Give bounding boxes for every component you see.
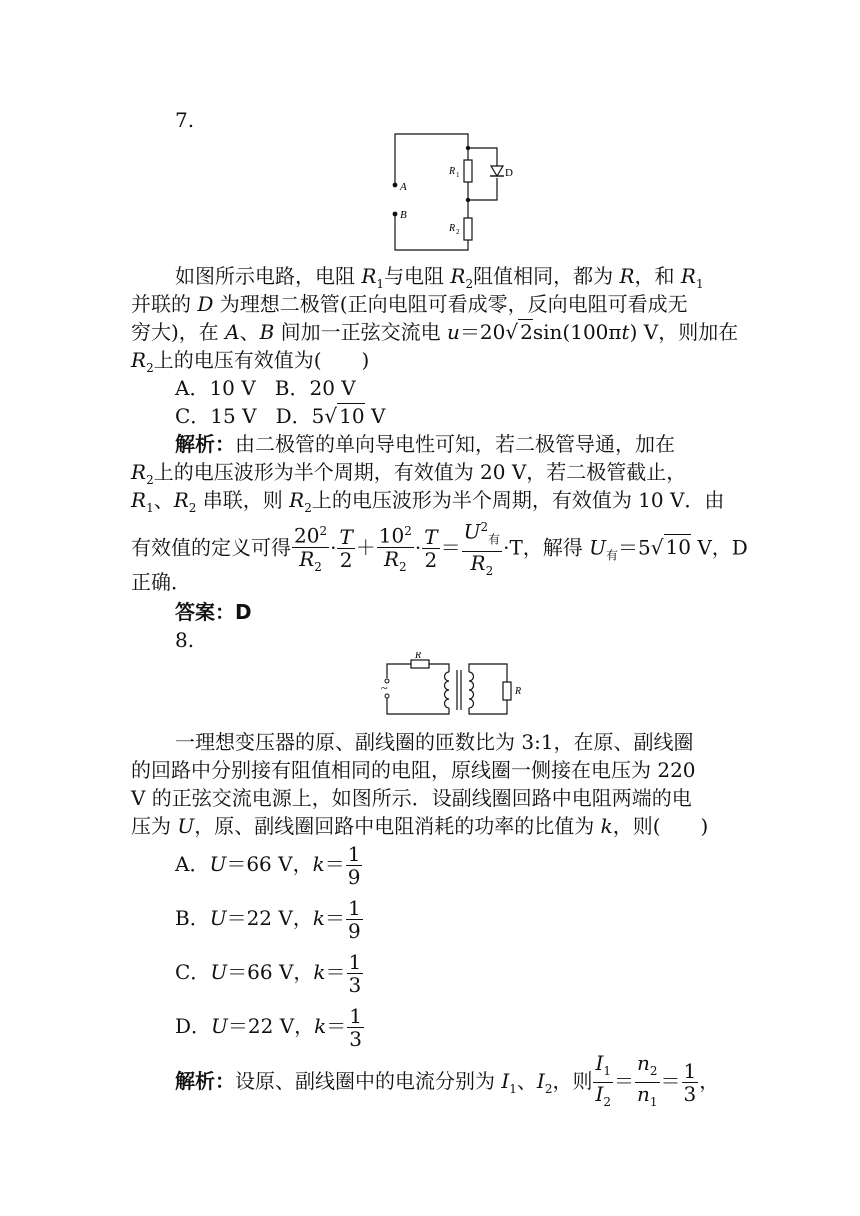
label-r-top: R — [415, 652, 422, 661]
q7-stem-line-2: 并联的 D 为理想二极管(正向电阻可看成零，反向电阻可看成无 — [131, 292, 688, 316]
q8-stem-line-3: V 的正弦交流电源上，如图所示．设副线圈回路中电阻两端的电 — [131, 786, 692, 810]
q7-circuit-diagram — [385, 128, 520, 254]
q7-stem-line-4: $R_2$上的电压有效值为( ) — [131, 348, 370, 375]
label-r2: R — [449, 223, 456, 234]
q7-options-cd — [175, 402, 385, 430]
q7-analysis-formula-line: 有效值的定义可得 $\frac{20^2}{R_2}$ · $\frac{T}{2}$ ＋ $\frac{10^2}{R_2}$ · $\frac{T}{2}$ ＝ $\frac{U^2_有}{R_2}$ ·T，解得 $U_有=5√$ 10 V，D — [131, 516, 748, 582]
q8-stem-line-4: 压为 U，原、副线圈回路中电阻消耗的功率的比值为 k，则( ) — [131, 814, 709, 838]
q8-transformer-diagram — [375, 652, 535, 722]
terminal-a-dot — [393, 183, 398, 188]
q8-option-c: C．U＝66 V，k＝ $\frac{1}{3}$ — [175, 950, 362, 997]
label-a: A — [400, 181, 407, 193]
label-b: B — [400, 209, 407, 221]
q7-analysis-line-2: $R_2$上的电压波形为半个周期，有效值为 20 V，若二极管截止， — [131, 460, 687, 487]
q8-option-a: A．U＝66 V，k＝ $\frac{1}{9}$ — [175, 842, 361, 889]
ac-source-symbol: ~ — [381, 681, 388, 695]
q7-option-c: C．15 V — [175, 404, 257, 428]
q8-analysis-label: 解析： — [175, 1069, 235, 1093]
label-d: D — [505, 167, 513, 179]
label-r-right: R — [515, 686, 522, 697]
q8-number: 8. — [175, 628, 195, 652]
q7-option-a: A．10 V — [175, 376, 256, 400]
q7-stem-line-1: 如图所示电路，电阻 $R_1$与电阻 $R_2$阻值相同，都为 R，和 $R_1$ — [175, 264, 704, 291]
q7-option-d: D．5√ 10 V — [275, 404, 386, 428]
q8-stem-line-2: 的回路中分别接有阻值相同的电阻，原线圈一侧接在电压为 220 — [131, 758, 696, 782]
terminal-b-dot — [393, 212, 398, 217]
q8-option-d: D．U＝22 V，k＝ $\frac{1}{3}$ — [175, 1004, 363, 1051]
q8-analysis-line-1: 解析：设原、副线圈中的电流分别为 $I_1$、$I_2$，则 $\frac{I_1}{I_2}$ ＝ $\frac{n_2}{n_1}$ ＝ $\frac{1}{3}$ ， — [175, 1051, 720, 1109]
q7-number: 7. — [175, 108, 195, 132]
q8-stem-line-1: 一理想变压器的原、副线圈的匝数比为 3:1，在原、副线圈 — [175, 730, 694, 754]
q8-option-b: B．U＝22 V，k＝ $\frac{1}{9}$ — [175, 896, 361, 943]
q7-stem-line-3: 穷大)，在 A、B 间加一正弦交流电 u＝20√ 2sin(100πt) V，则加在 — [131, 320, 739, 344]
q7-answer: 答案：D — [175, 600, 252, 624]
q7-analysis-line-5: 正确． — [131, 570, 191, 594]
q7-option-b: B．20 V — [274, 376, 356, 400]
label-r1: R — [449, 166, 456, 177]
q7-analysis-line-1: 解析：由二极管的单向导电性可知，若二极管导通，加在 — [175, 432, 675, 456]
label-r2-sub: 2 — [456, 228, 460, 236]
q7-analysis-label: 解析： — [175, 432, 235, 456]
q7-options-ab — [175, 374, 356, 402]
label-r1-sub: 1 — [456, 171, 460, 179]
q7-analysis-line-3: $R_1$、$R_2$ 串联，则 $R_2$上的电压波形为半个周期，有效值为 10 V．由 — [131, 488, 725, 515]
